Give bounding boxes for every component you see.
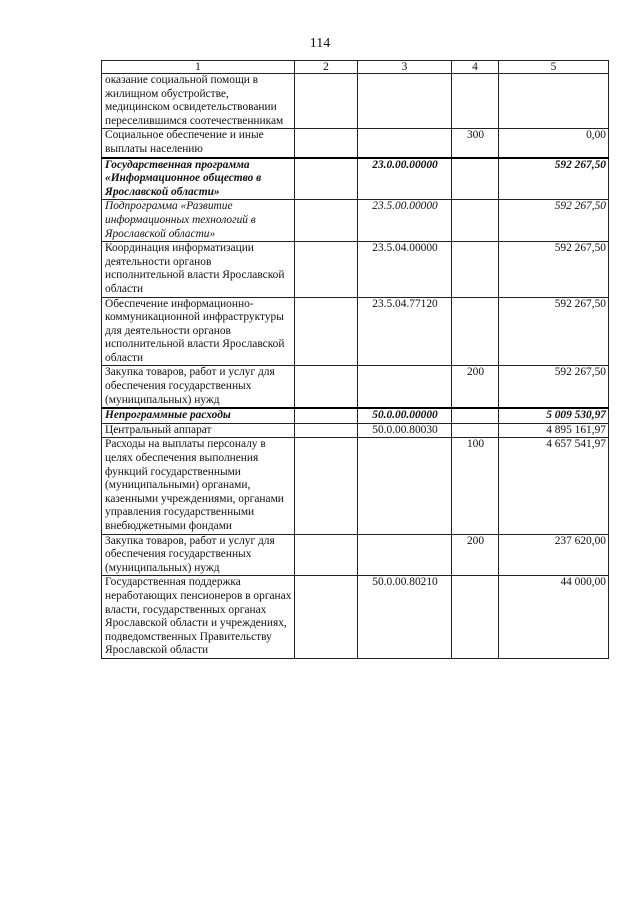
row-column2-cell (295, 242, 358, 297)
row-name-cell: Закупка товаров, работ и услуг для обеспечения государственных (муниципальных) нужд (102, 534, 295, 576)
row-code-cell: 23.5.04.00000 (358, 242, 452, 297)
row-code-cell (358, 438, 452, 534)
row-code-cell (358, 534, 452, 576)
row-amount-cell: 592 267,50 (499, 158, 609, 200)
table-row (102, 74, 609, 129)
row-amount-cell: 44 000,00 (499, 576, 609, 659)
row-amount-cell: 5 009 530,97 (499, 408, 609, 423)
row-amount-cell (499, 74, 609, 129)
row-column2-cell (295, 297, 358, 366)
table-header-row (102, 61, 609, 74)
row-code-cell: 50.0.00.80210 (358, 576, 452, 659)
row-column2-cell (295, 158, 358, 200)
table-row (102, 366, 609, 408)
row-amount-cell: 0,00 (499, 129, 609, 158)
row-code-cell (358, 74, 452, 129)
table-row (102, 242, 609, 297)
row-expense-type-cell: 200 (452, 366, 499, 408)
row-code-cell: 23.5.04.77120 (358, 297, 452, 366)
row-column2-cell (295, 423, 358, 438)
row-amount-cell: 592 267,50 (499, 297, 609, 366)
row-column2-cell (295, 366, 358, 408)
row-amount-cell: 592 267,50 (499, 242, 609, 297)
row-expense-type-cell (452, 576, 499, 659)
page-number: 114 (309, 36, 331, 51)
column-header-4: 4 (452, 61, 499, 74)
table-row (102, 438, 609, 534)
table-row (102, 297, 609, 366)
row-amount-cell: 237 620,00 (499, 534, 609, 576)
table-row (102, 576, 609, 659)
row-name-cell: Подпрограмма «Развитие информационных технологий в Ярославской области» (102, 200, 295, 242)
row-expense-type-cell (452, 200, 499, 242)
table-row (102, 408, 609, 423)
table-row (102, 200, 609, 242)
row-column2-cell (295, 200, 358, 242)
table-row (102, 423, 609, 438)
row-amount-cell: 4 895 161,97 (499, 423, 609, 438)
table-row (102, 129, 609, 158)
row-column2-cell (295, 74, 358, 129)
row-code-cell: 50.0.00.00000 (358, 408, 452, 423)
budget-table (101, 60, 609, 659)
row-name-cell: Непрограммные расходы (102, 408, 295, 423)
column-header-2: 2 (295, 61, 358, 74)
column-header-1: 1 (102, 61, 295, 74)
table-row (102, 534, 609, 576)
row-column2-cell (295, 408, 358, 423)
row-name-cell: Государственная поддержка неработающих пенсионеров в органах власти, государственных органах Ярославской области и учреждениях, подведомственных Правительству Ярославской области (102, 576, 295, 659)
row-column2-cell (295, 438, 358, 534)
row-expense-type-cell: 300 (452, 129, 499, 158)
row-code-cell: 23.0.00.00000 (358, 158, 452, 200)
row-amount-cell: 4 657 541,97 (499, 438, 609, 534)
row-name-cell: Государственная программа «Информационное общество в Ярославской области» (102, 158, 295, 200)
column-header-5: 5 (499, 61, 609, 74)
column-header-3: 3 (358, 61, 452, 74)
row-name-cell: Обеспечение информационно-коммуникационной инфраструктуры для деятельности органов исполнительной власти Ярославской области (102, 297, 295, 366)
row-name-cell: оказание социальной помощи в жилищном обустройстве, медицинском освидетельствовании переселившимся соотечественникам (102, 74, 295, 129)
row-code-cell: 50.0.00.80030 (358, 423, 452, 438)
row-code-cell: 23.5.00.00000 (358, 200, 452, 242)
row-expense-type-cell: 200 (452, 534, 499, 576)
row-name-cell: Координация информатизации деятельности органов исполнительной власти Ярославской области (102, 242, 295, 297)
row-expense-type-cell (452, 408, 499, 423)
row-expense-type-cell (452, 242, 499, 297)
row-code-cell (358, 366, 452, 408)
row-amount-cell: 592 267,50 (499, 200, 609, 242)
row-column2-cell (295, 534, 358, 576)
row-name-cell: Центральный аппарат (102, 423, 295, 438)
row-expense-type-cell: 100 (452, 438, 499, 534)
row-name-cell: Социальное обеспечение и иные выплаты населению (102, 129, 295, 158)
row-name-cell: Закупка товаров, работ и услуг для обеспечения государственных (муниципальных) нужд (102, 366, 295, 408)
row-expense-type-cell (452, 423, 499, 438)
row-name-cell: Расходы на выплаты персоналу в целях обеспечения выполнения функций государственными (муниципальными) органами, казенными учреждениями, органами управления государственными внебюджетными фондами (102, 438, 295, 534)
table-row (102, 158, 609, 200)
row-amount-cell: 592 267,50 (499, 366, 609, 408)
row-expense-type-cell (452, 158, 499, 200)
row-expense-type-cell (452, 74, 499, 129)
row-column2-cell (295, 576, 358, 659)
row-column2-cell (295, 129, 358, 158)
row-expense-type-cell (452, 297, 499, 366)
row-code-cell (358, 129, 452, 158)
